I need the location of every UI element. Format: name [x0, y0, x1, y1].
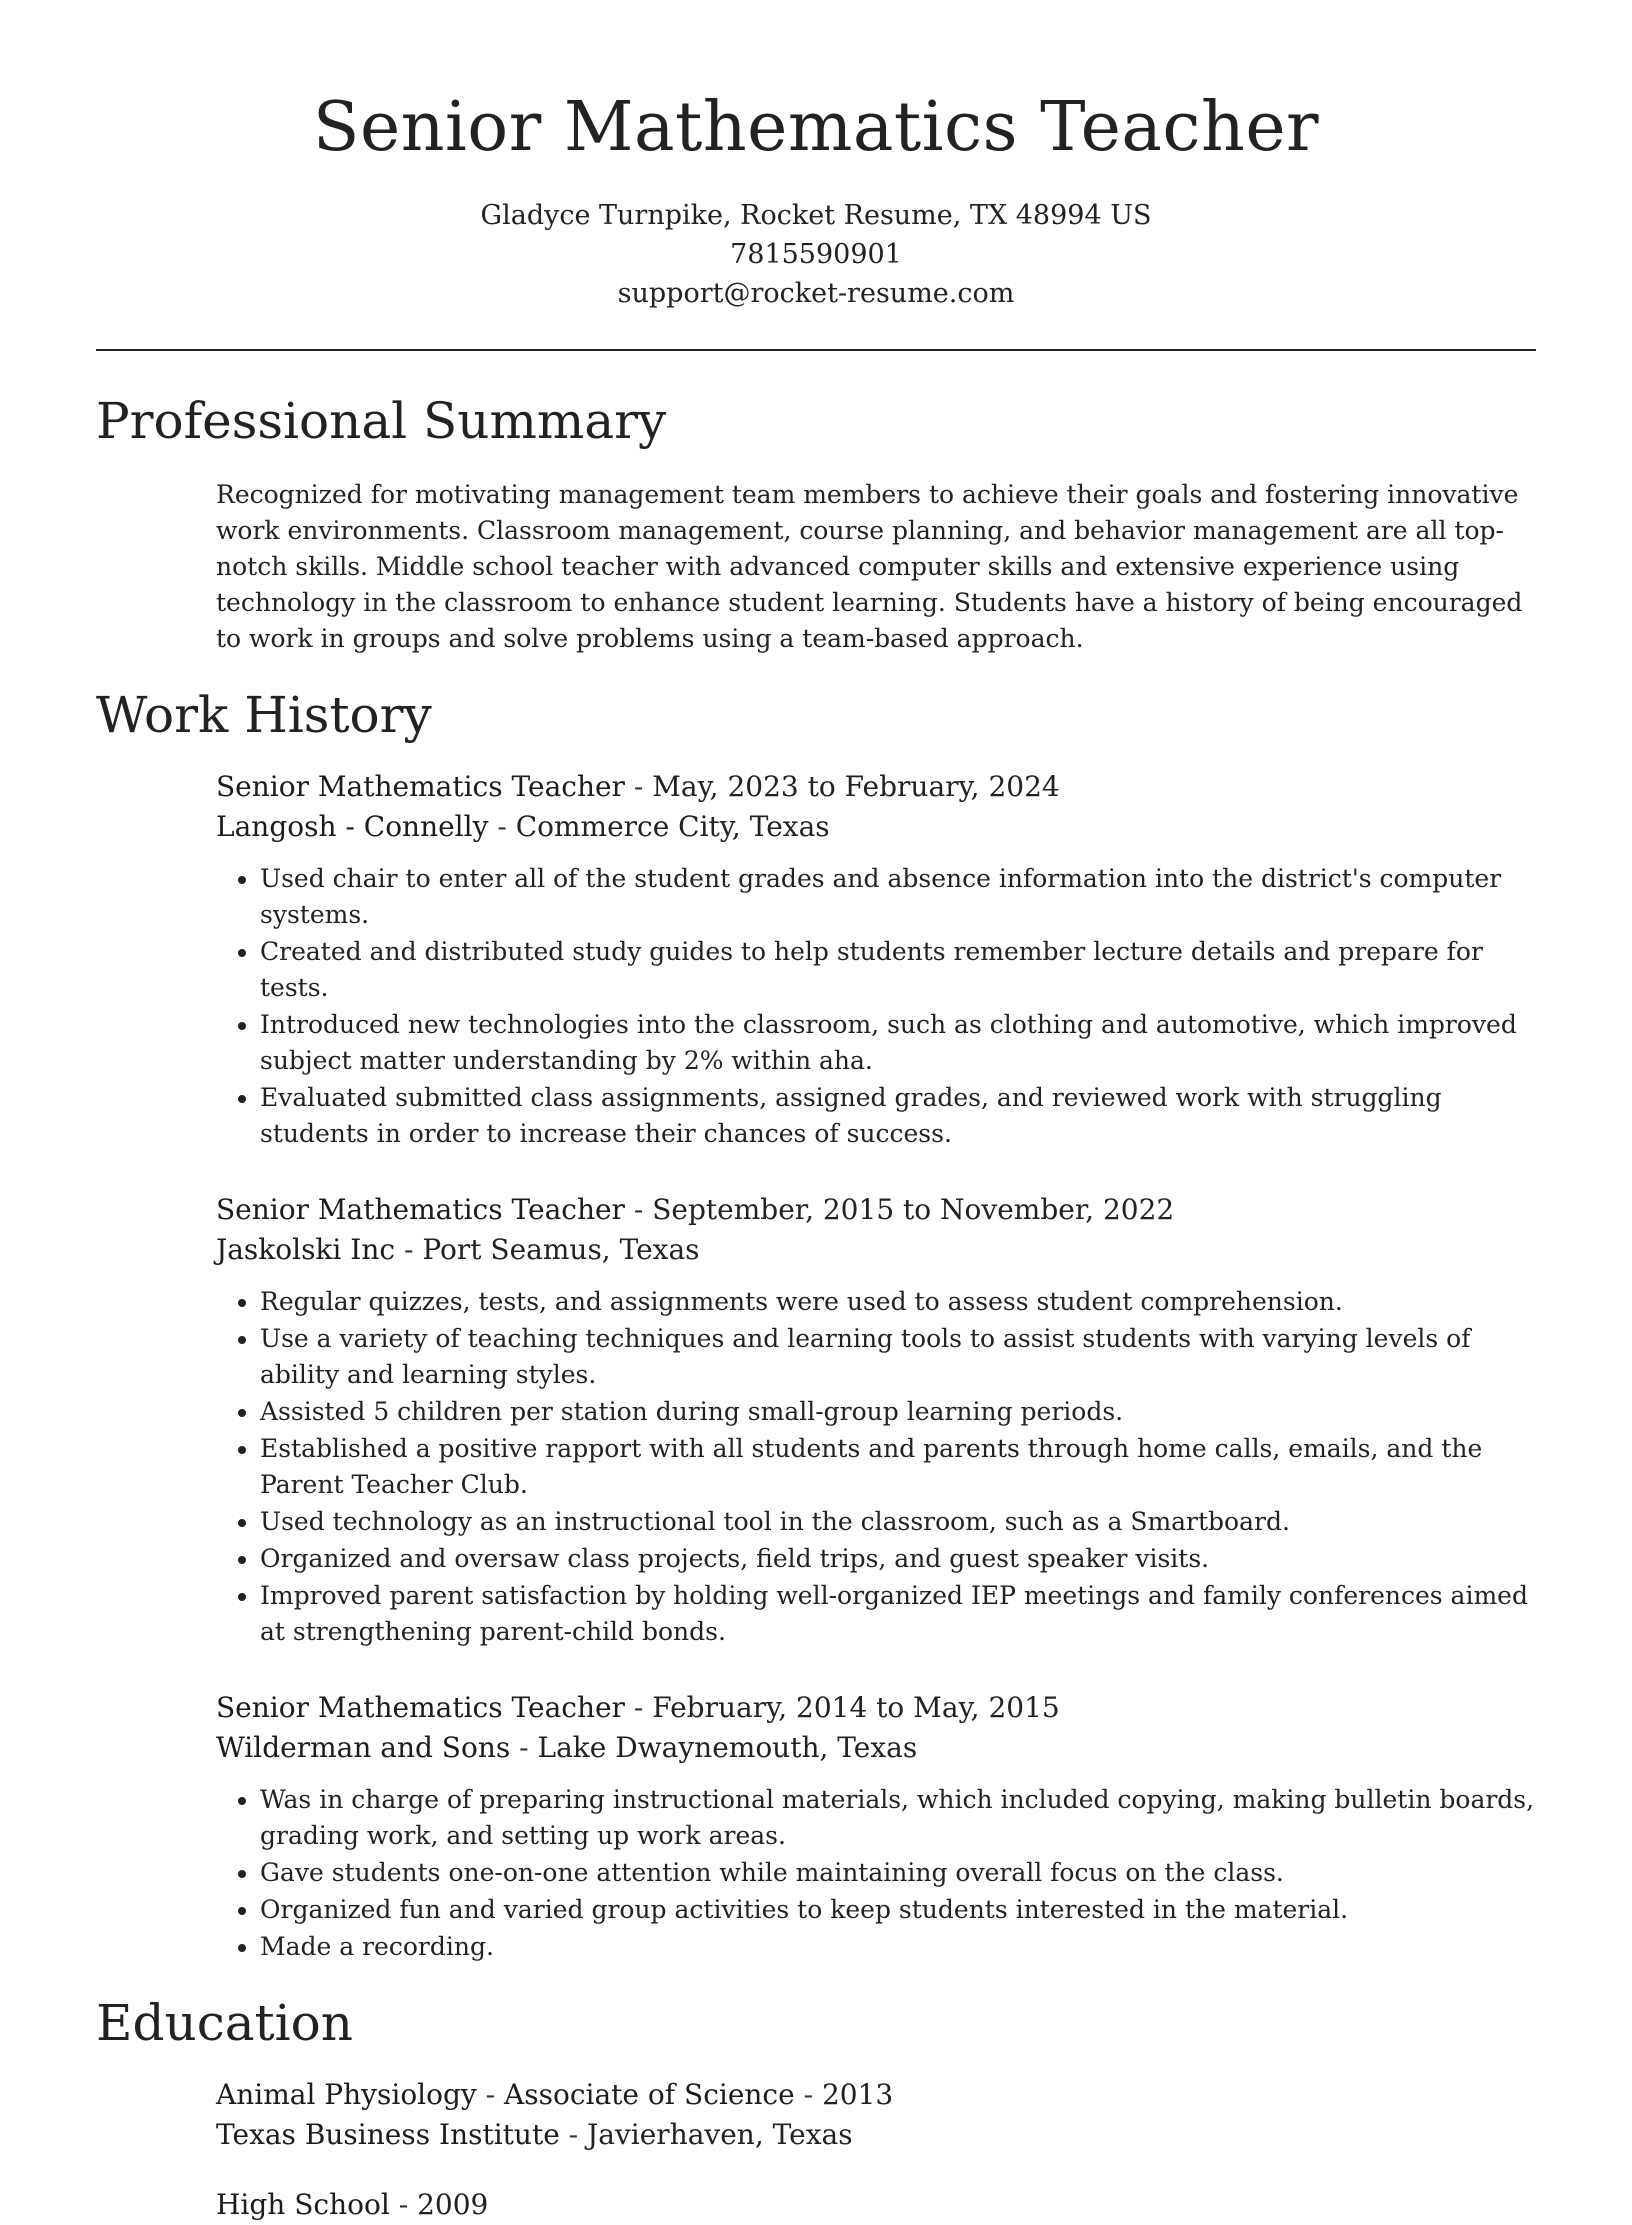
- separator: -: [389, 2188, 418, 2221]
- job-bullets: [216, 1284, 1536, 1650]
- header-divider: [96, 349, 1536, 351]
- job-bullet: • Organized fun and varied group activities to keep students interested in the material.: [260, 1892, 1536, 1928]
- separator: -: [624, 770, 653, 803]
- separator: -: [476, 2078, 505, 2111]
- education-entry: [216, 2075, 1536, 2155]
- education-degree-line: [216, 2075, 1536, 2115]
- job-bullet: • Use a variety of teaching techniques and learning tools to assist students with varying levels of ability and learning styles.: [260, 1321, 1536, 1393]
- job-company-line: [216, 807, 1536, 847]
- job-company: Langosh - Connelly: [216, 810, 489, 843]
- education-year: 2013: [821, 2078, 894, 2111]
- job-bullet: • Regular quizzes, tests, and assignments were used to assess student comprehension.: [260, 1284, 1536, 1320]
- job-company: Wilderman and Sons: [216, 1731, 511, 1764]
- job-bullet: • Evaluated submitted class assignments, assigned grades, and reviewed work with struggling students in order to increase their chances of success.: [260, 1080, 1536, 1152]
- job-bullet: • Used chair to enter all of the student grades and absence information into the district's computer systems.: [260, 861, 1536, 933]
- summary-heading: Professional Summary: [96, 392, 667, 450]
- job-bullet: • Was in charge of preparing instructional materials, which included copying, making bulletin boards, grading work, and setting up work areas.: [260, 1782, 1536, 1854]
- summary-text: Recognized for motivating management team members to achieve their goals and fostering innovative work environments. Classroom management, course planning, and behavior management are all top-notch skills. Middle school teacher with advanced computer skills and extensive experience using technology in the classroom to enhance student learning. Students have a history of being encouraged to work in groups and solve problems using a team-based approach.: [216, 480, 1523, 653]
- separator: -: [510, 1731, 538, 1764]
- education-degree-line: [216, 2185, 1536, 2225]
- job-title: Senior Mathematics Teacher: [216, 770, 625, 803]
- job-bullet: • Assisted 5 children per station during small-group learning periods.: [260, 1394, 1536, 1430]
- education-year: 2009: [417, 2188, 489, 2221]
- job-company-line: [216, 1728, 1536, 1768]
- separator: -: [794, 2078, 822, 2111]
- resume-name: Senior Mathematics Teacher: [312, 88, 1320, 167]
- education-section: [96, 1993, 1536, 2225]
- contact-address: Gladyce Turnpike, Rocket Resume, TX 48994 US: [480, 200, 1152, 231]
- job-entry: [216, 767, 1536, 1152]
- job-bullet: • Established a positive rapport with all students and parents through home calls, emails, and the Parent Teacher Club.: [260, 1431, 1536, 1503]
- job-bullet: • Organized and oversaw class projects, field trips, and guest speaker visits.: [260, 1541, 1536, 1577]
- job-location: Commerce City, Texas: [515, 810, 830, 843]
- separator: -: [559, 2118, 588, 2151]
- job-bullet: • Made a recording.: [260, 1929, 1536, 1965]
- work-history-heading: Work History: [96, 686, 432, 744]
- job-title-line: [216, 1190, 1536, 1230]
- education-degree: High School: [216, 2188, 390, 2221]
- job-location: Lake Dwaynemouth, Texas: [537, 1731, 918, 1764]
- job-location: Port Seamus, Texas: [422, 1233, 700, 1266]
- job-bullet: • Introduced new technologies into the classroom, such as clothing and automotive, which improved subject matter understanding by 2% within aha.: [260, 1007, 1536, 1079]
- separator: -: [395, 1233, 423, 1266]
- separator: -: [488, 810, 516, 843]
- separator: -: [624, 1691, 653, 1724]
- job-bullet: • Used technology as an instructional tool in the classroom, such as a Smartboard.: [260, 1504, 1536, 1540]
- job-company-line: [216, 1230, 1536, 1270]
- work-history-section: [96, 685, 1536, 1965]
- job-title-line: [216, 1688, 1536, 1728]
- contact-email: support@rocket-resume.com: [617, 278, 1015, 309]
- education-heading: Education: [96, 1994, 353, 2052]
- job-title: Senior Mathematics Teacher: [216, 1193, 625, 1226]
- summary-section: [96, 391, 1536, 657]
- job-bullets: [216, 861, 1536, 1152]
- job-dates: May, 2023 to February, 2024: [652, 770, 1060, 803]
- job-entry: [216, 1190, 1536, 1650]
- job-company: Jaskolski Inc: [216, 1233, 396, 1266]
- job-title: Senior Mathematics Teacher: [216, 1691, 625, 1724]
- job-title-line: [216, 767, 1536, 807]
- education-field: Animal Physiology: [216, 2078, 477, 2111]
- job-bullet: • Improved parent satisfaction by holding well-organized IEP meetings and family conferences aimed at strengthening parent-child bonds.: [260, 1578, 1536, 1650]
- education-degree: Associate of Science: [504, 2078, 795, 2111]
- job-dates: September, 2015 to November, 2022: [652, 1193, 1175, 1226]
- contact-phone: 7815590901: [730, 239, 902, 270]
- education-entry: [216, 2185, 1536, 2225]
- contact-block: [96, 196, 1536, 313]
- job-bullets: [216, 1782, 1536, 1965]
- education-school-line: [216, 2115, 1536, 2155]
- education-location: Javierhaven, Texas: [587, 2118, 853, 2151]
- job-bullet: • Created and distributed study guides to help students remember lecture details and prepare for tests.: [260, 934, 1536, 1006]
- education-school: Texas Business Institute: [216, 2118, 560, 2151]
- job-entry: [216, 1688, 1536, 1965]
- job-bullet: • Gave students one-on-one attention while maintaining overall focus on the class.: [260, 1855, 1536, 1891]
- resume-header: [96, 0, 1536, 313]
- job-dates: February, 2014 to May, 2015: [652, 1691, 1060, 1724]
- separator: -: [624, 1193, 653, 1226]
